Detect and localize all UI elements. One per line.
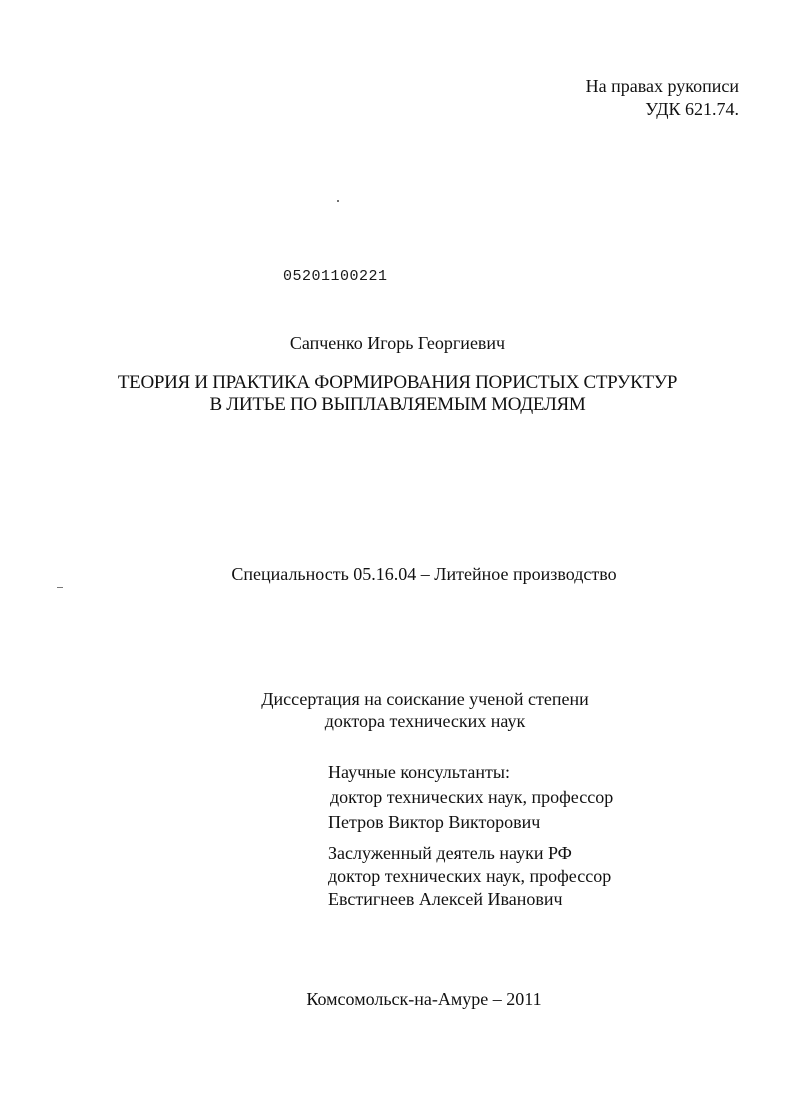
place-and-year: Комсомольск-на-Амуре – 2011 <box>306 989 542 1009</box>
dissertation-title <box>0 372 795 416</box>
consultants-block <box>328 760 613 835</box>
consultant-2-block <box>328 842 611 911</box>
scan-speck <box>57 587 63 588</box>
scan-speck <box>337 200 339 202</box>
consultant-2-degree: доктор технических наук, профессор <box>328 866 612 886</box>
title-line-2: В ЛИТЬЕ ПО ВЫПЛАВЛЯЕМЫМ МОДЕЛЯМ <box>209 394 586 415</box>
consultant-2-name: Евстигнеев Алексей Иванович <box>328 889 563 909</box>
consultants-heading: Научные консультанты: <box>328 762 510 782</box>
rights-line: На правах рукописи <box>585 76 739 96</box>
degree-line-1: Диссертация на соискание ученой степени <box>261 689 589 709</box>
manuscript-rights-block <box>586 75 739 121</box>
degree-line-2: доктора технических наук <box>324 711 526 731</box>
title-line-1: ТЕОРИЯ И ПРАКТИКА ФОРМИРОВАНИЯ ПОРИСТЫХ СТРУКТУР <box>117 372 678 393</box>
author-name: Сапченко Игорь Георгиевич <box>289 333 506 353</box>
consultant-2-honor: Заслуженный деятель науки РФ <box>328 843 572 863</box>
consultant-1-name: Петров Виктор Викторович <box>328 812 541 832</box>
consultant-1-degree: доктор технических наук, профессор <box>330 787 614 807</box>
degree-statement <box>0 688 795 732</box>
specialty-line: Специальность 05.16.04 – Литейное производство <box>231 564 617 584</box>
registration-number: 05201100221 <box>283 268 388 285</box>
udc-line: УДК 621.74. <box>645 99 739 119</box>
